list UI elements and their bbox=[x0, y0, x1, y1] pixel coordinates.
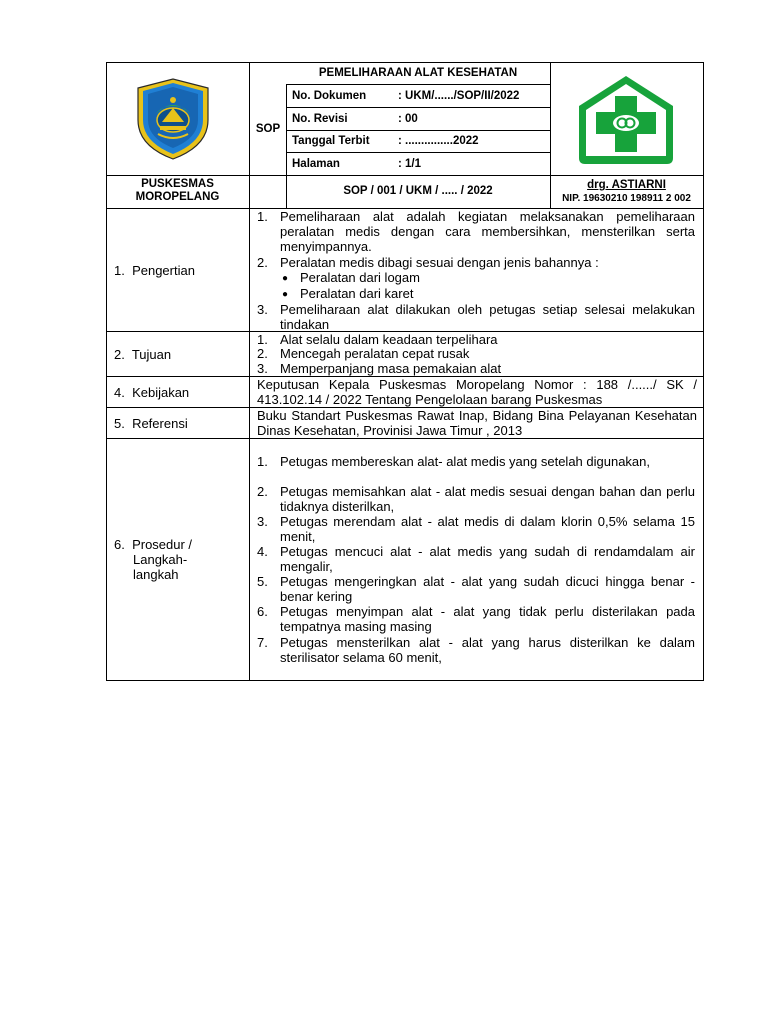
bullet-icon: ● bbox=[282, 289, 289, 300]
tujuan-num-2: 2. bbox=[257, 346, 268, 361]
section-label-prosedur-line3: langkah bbox=[133, 567, 179, 582]
tujuan-num-1: 1. bbox=[257, 332, 268, 347]
signer-name: drg. ASTIARNI bbox=[587, 179, 666, 191]
prosedur-num-5: 5. bbox=[257, 574, 268, 589]
pengertian-num-2: 2. bbox=[257, 255, 268, 270]
section-label-pengertian: 1. Pengertian bbox=[114, 263, 195, 278]
org-name-line1: PUSKESMAS bbox=[141, 178, 214, 190]
tujuan-num-3: 3. bbox=[257, 361, 268, 376]
info-label-no-revisi: No. Revisi bbox=[292, 113, 348, 125]
kebijakan-text: Keputusan Kepala Puskesmas Moropelang Nomor : 188 /....../ SK / 413.102.14 / 2022 Tentang Pengelolaan barang Puskesmas bbox=[257, 377, 697, 407]
prosedur-num-6: 6. bbox=[257, 604, 268, 619]
pengertian-item-3: Pemeliharaan alat dilakukan oleh petugas setiap selesai melakukan tindakan bbox=[280, 302, 695, 332]
section-label-tujuan: 2. Tujuan bbox=[114, 347, 172, 362]
pengertian-item-1: Pemeliharaan alat adalah kegiatan melaksanakan pemeliharaan peralatan medis dengan cara membersihkan, mensterilkan serta menyimpannya. bbox=[280, 209, 695, 254]
info-value-halaman: : 1/1 bbox=[398, 158, 422, 170]
sop-label: SOP bbox=[255, 123, 281, 135]
info-label-no-dokumen: No. Dokumen bbox=[292, 90, 367, 102]
signer-nip: NIP. 19630210 198911 2 002 bbox=[562, 193, 691, 204]
sop-number: SOP / 001 / UKM / ..... / 2022 bbox=[343, 185, 493, 197]
prosedur-num-7: 7. bbox=[257, 635, 268, 650]
pengertian-num-3: 3. bbox=[257, 302, 268, 317]
info-value-no-dokumen: : UKM/....../SOP/II/2022 bbox=[398, 90, 520, 102]
info-label-tanggal-terbit: Tanggal Terbit bbox=[292, 135, 370, 147]
pengertian-num-1: 1. bbox=[257, 209, 268, 224]
info-label-halaman: Halaman bbox=[292, 158, 340, 170]
bullet-icon: ● bbox=[282, 273, 289, 284]
pengertian-bullet-2: Peralatan dari karet bbox=[300, 286, 414, 301]
pengertian-item-2: Peralatan medis dibagi sesuai dengan jenis bahannya : bbox=[280, 255, 599, 270]
section-label-kebijakan: 4. Kebijakan bbox=[114, 385, 190, 400]
section-label-prosedur: 6. Prosedur / bbox=[114, 537, 193, 552]
section-label-referensi: 5. Referensi bbox=[114, 416, 188, 431]
prosedur-num-3: 3. bbox=[257, 514, 268, 529]
prosedur-item-6: Petugas menyimpan alat - alat yang tidak perlu disterilakan pada tempatnya masing masing bbox=[280, 604, 695, 634]
tujuan-item-3: Memperpanjang masa pemakaian alat bbox=[280, 361, 502, 376]
prosedur-item-5: Petugas mengeringkan alat - alat yang sudah dicuci hingga benar - benar kering bbox=[280, 574, 695, 604]
pengertian-bullet-1: Peralatan dari logam bbox=[300, 270, 420, 285]
prosedur-item-3: Petugas merendam alat - alat medis di dalam klorin 0,5% selama 15 menit, bbox=[280, 514, 695, 544]
tujuan-item-1: Alat selalu dalam keadaan terpelihara bbox=[280, 332, 498, 347]
prosedur-item-2: Petugas memisahkan alat - alat medis sesuai dengan bahan dan perlu tidaknya disterilkan, bbox=[280, 484, 695, 514]
prosedur-item-1: Petugas membereskan alat- alat medis yang setelah digunakan, bbox=[280, 454, 650, 469]
prosedur-num-4: 4. bbox=[257, 544, 268, 559]
puskesmas-cross-icon bbox=[573, 72, 679, 168]
prosedur-num-1: 1. bbox=[257, 454, 268, 469]
info-value-no-revisi: : 00 bbox=[398, 113, 418, 125]
regency-crest-icon bbox=[130, 76, 216, 162]
org-name-line2: MOROPELANG bbox=[135, 191, 220, 203]
tujuan-item-2: Mencegah peralatan cepat rusak bbox=[280, 346, 470, 361]
section-label-prosedur-line2: Langkah- bbox=[133, 552, 188, 567]
document-title: PEMELIHARAAN ALAT KESEHATAN bbox=[318, 67, 518, 79]
prosedur-item-4: Petugas mencuci alat - alat medis yang sudah di rendamdalam air mengalir, bbox=[280, 544, 695, 574]
referensi-text: Buku Standart Puskesmas Rawat Inap, Bidang Bina Pelayanan Kesehatan Dinas Kesehatan, Provinisi Jawa Timur , 2013 bbox=[257, 408, 697, 438]
prosedur-item-7: Petugas mensterilkan alat - alat yang harus disterilkan ke dalam sterilisator selama 60 menit, bbox=[280, 635, 695, 665]
prosedur-num-2: 2. bbox=[257, 484, 268, 499]
info-value-tanggal-terbit: : ...............2022 bbox=[398, 135, 479, 147]
